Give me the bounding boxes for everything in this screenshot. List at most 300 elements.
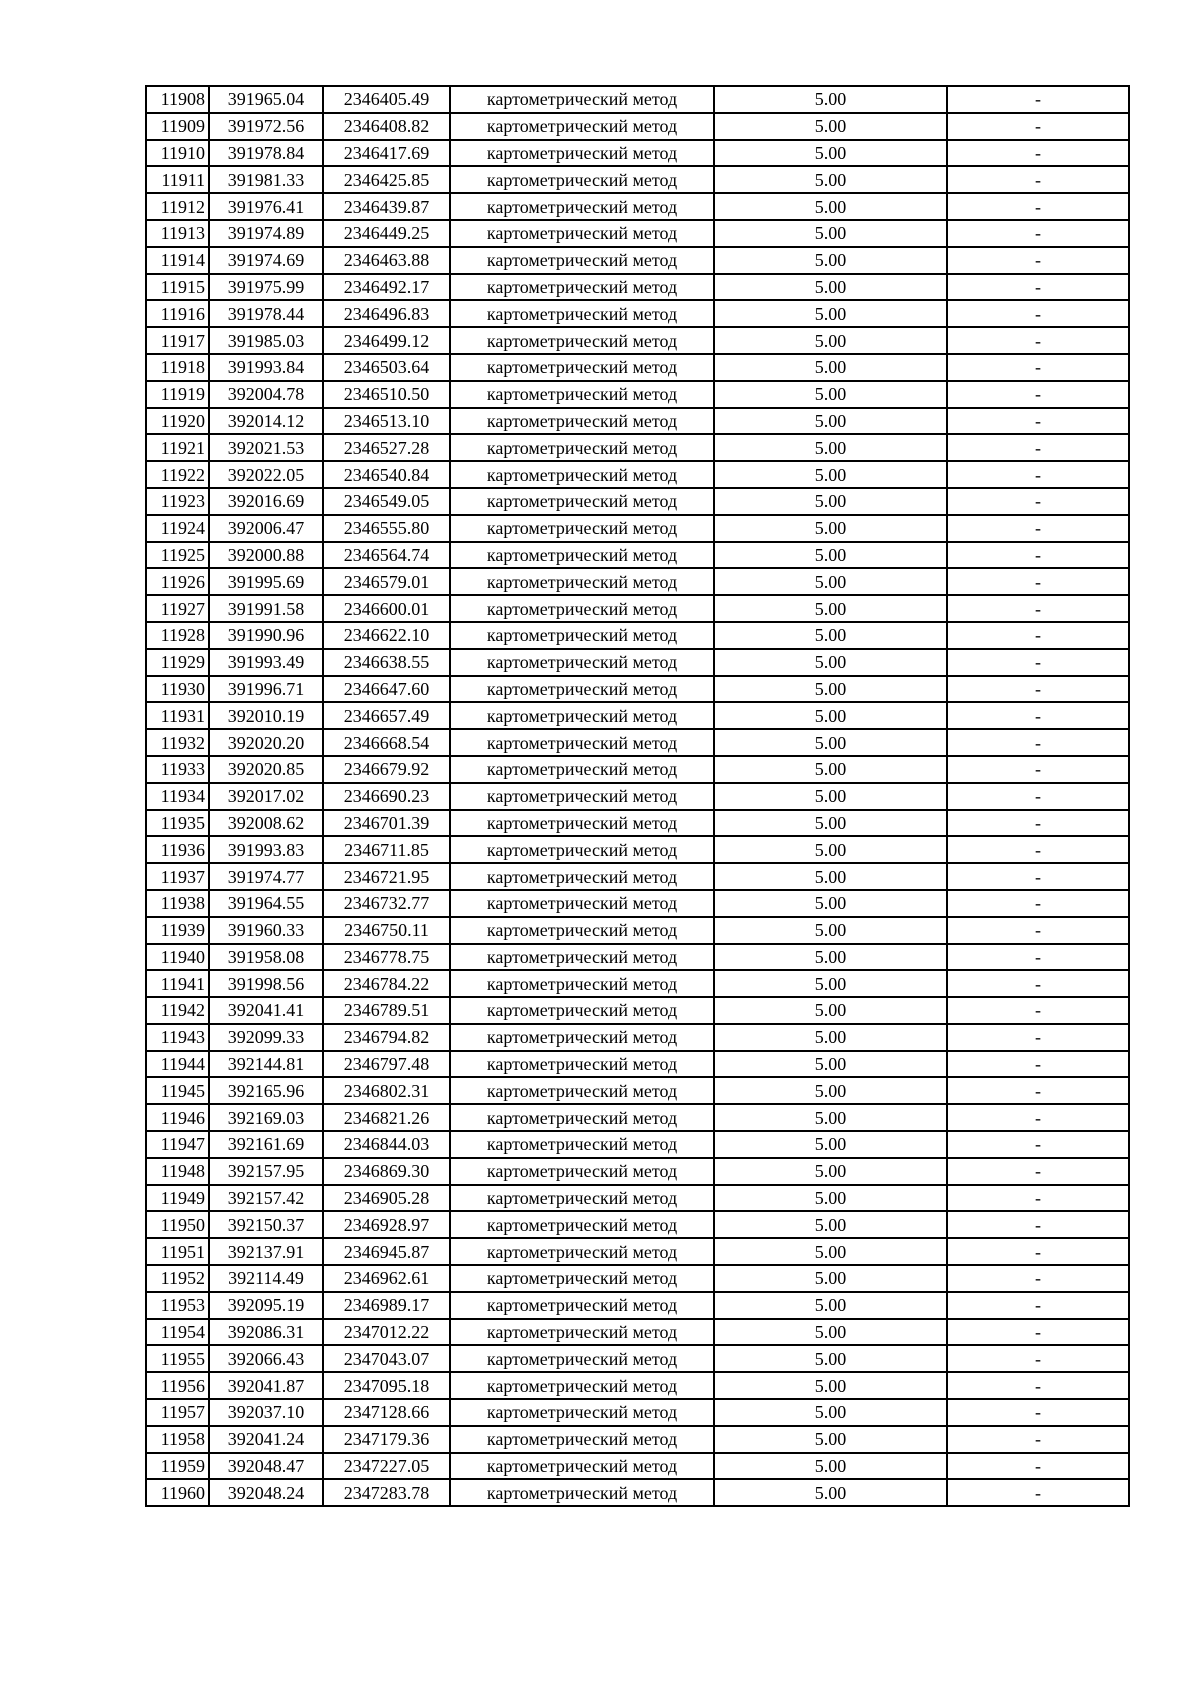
x-coordinate-cell: 392099.33 (209, 1024, 323, 1051)
accuracy-cell: 5.00 (714, 434, 947, 461)
accuracy-cell: 5.00 (714, 193, 947, 220)
x-coordinate-cell: 392048.24 (209, 1479, 323, 1506)
note-cell: - (947, 434, 1129, 461)
x-coordinate-cell: 391981.33 (209, 166, 323, 193)
x-coordinate-cell: 391998.56 (209, 970, 323, 997)
y-coordinate-cell: 2346989.17 (323, 1292, 450, 1319)
point-number-cell: 11949 (146, 1185, 209, 1212)
point-number-cell: 11919 (146, 381, 209, 408)
table-row (146, 300, 1129, 327)
point-number-cell: 11937 (146, 863, 209, 890)
table-row (146, 247, 1129, 274)
method-cell: картометрический метод (450, 1426, 714, 1453)
note-cell: - (947, 890, 1129, 917)
table-row (146, 354, 1129, 381)
method-cell: картометрический метод (450, 810, 714, 837)
note-cell: - (947, 542, 1129, 569)
accuracy-cell: 5.00 (714, 166, 947, 193)
method-cell: картометрический метод (450, 488, 714, 515)
x-coordinate-cell: 392086.31 (209, 1319, 323, 1346)
method-cell: картометрический метод (450, 1453, 714, 1480)
y-coordinate-cell: 2346417.69 (323, 140, 450, 167)
note-cell: - (947, 783, 1129, 810)
x-coordinate-cell: 391974.69 (209, 247, 323, 274)
note-cell: - (947, 1292, 1129, 1319)
y-coordinate-cell: 2346657.49 (323, 702, 450, 729)
y-coordinate-cell: 2346789.51 (323, 997, 450, 1024)
method-cell: картометрический метод (450, 729, 714, 756)
accuracy-cell: 5.00 (714, 863, 947, 890)
note-cell: - (947, 756, 1129, 783)
y-coordinate-cell: 2347283.78 (323, 1479, 450, 1506)
x-coordinate-cell: 391993.83 (209, 836, 323, 863)
table-row (146, 1292, 1129, 1319)
note-cell: - (947, 836, 1129, 863)
method-cell: картометрический метод (450, 997, 714, 1024)
accuracy-cell: 5.00 (714, 461, 947, 488)
x-coordinate-cell: 392022.05 (209, 461, 323, 488)
y-coordinate-cell: 2346439.87 (323, 193, 450, 220)
accuracy-cell: 5.00 (714, 140, 947, 167)
accuracy-cell: 5.00 (714, 810, 947, 837)
method-cell: картометрический метод (450, 1185, 714, 1212)
x-coordinate-cell: 392021.53 (209, 434, 323, 461)
x-coordinate-cell: 392041.87 (209, 1372, 323, 1399)
y-coordinate-cell: 2346905.28 (323, 1185, 450, 1212)
y-coordinate-cell: 2346527.28 (323, 434, 450, 461)
table-row (146, 86, 1129, 113)
table-row (146, 542, 1129, 569)
point-number-cell: 11956 (146, 1372, 209, 1399)
x-coordinate-cell: 392037.10 (209, 1399, 323, 1426)
note-cell: - (947, 1158, 1129, 1185)
accuracy-cell: 5.00 (714, 890, 947, 917)
accuracy-cell: 5.00 (714, 997, 947, 1024)
point-number-cell: 11914 (146, 247, 209, 274)
x-coordinate-cell: 392114.49 (209, 1265, 323, 1292)
y-coordinate-cell: 2346408.82 (323, 113, 450, 140)
accuracy-cell: 5.00 (714, 970, 947, 997)
table-row (146, 1104, 1129, 1131)
method-cell: картометрический метод (450, 1292, 714, 1319)
method-cell: картометрический метод (450, 1131, 714, 1158)
table-row (146, 1211, 1129, 1238)
point-number-cell: 11935 (146, 810, 209, 837)
y-coordinate-cell: 2346690.23 (323, 783, 450, 810)
point-number-cell: 11954 (146, 1319, 209, 1346)
note-cell: - (947, 863, 1129, 890)
x-coordinate-cell: 392066.43 (209, 1345, 323, 1372)
table-row (146, 1372, 1129, 1399)
accuracy-cell: 5.00 (714, 515, 947, 542)
note-cell: - (947, 354, 1129, 381)
accuracy-cell: 5.00 (714, 756, 947, 783)
x-coordinate-cell: 392000.88 (209, 542, 323, 569)
accuracy-cell: 5.00 (714, 1238, 947, 1265)
accuracy-cell: 5.00 (714, 1185, 947, 1212)
y-coordinate-cell: 2346802.31 (323, 1077, 450, 1104)
table-row (146, 1077, 1129, 1104)
table-row (146, 166, 1129, 193)
accuracy-cell: 5.00 (714, 622, 947, 649)
method-cell: картометрический метод (450, 1479, 714, 1506)
note-cell: - (947, 1131, 1129, 1158)
note-cell: - (947, 568, 1129, 595)
note-cell: - (947, 649, 1129, 676)
point-number-cell: 11909 (146, 113, 209, 140)
x-coordinate-cell: 391993.49 (209, 649, 323, 676)
accuracy-cell: 5.00 (714, 1265, 947, 1292)
table-row (146, 649, 1129, 676)
y-coordinate-cell: 2346564.74 (323, 542, 450, 569)
y-coordinate-cell: 2346928.97 (323, 1211, 450, 1238)
accuracy-cell: 5.00 (714, 1211, 947, 1238)
point-number-cell: 11912 (146, 193, 209, 220)
y-coordinate-cell: 2346668.54 (323, 729, 450, 756)
table-row (146, 622, 1129, 649)
point-number-cell: 11911 (146, 166, 209, 193)
table-row (146, 568, 1129, 595)
x-coordinate-cell: 392006.47 (209, 515, 323, 542)
y-coordinate-cell: 2346778.75 (323, 944, 450, 971)
point-number-cell: 11943 (146, 1024, 209, 1051)
x-coordinate-cell: 391960.33 (209, 917, 323, 944)
point-number-cell: 11938 (146, 890, 209, 917)
note-cell: - (947, 944, 1129, 971)
x-coordinate-cell: 391978.44 (209, 300, 323, 327)
method-cell: картометрический метод (450, 434, 714, 461)
y-coordinate-cell: 2346711.85 (323, 836, 450, 863)
accuracy-cell: 5.00 (714, 327, 947, 354)
method-cell: картометрический метод (450, 300, 714, 327)
y-coordinate-cell: 2346555.80 (323, 515, 450, 542)
method-cell: картометрический метод (450, 327, 714, 354)
x-coordinate-cell: 392008.62 (209, 810, 323, 837)
y-coordinate-cell: 2346549.05 (323, 488, 450, 515)
accuracy-cell: 5.00 (714, 1345, 947, 1372)
accuracy-cell: 5.00 (714, 729, 947, 756)
accuracy-cell: 5.00 (714, 944, 947, 971)
table-row (146, 1453, 1129, 1480)
y-coordinate-cell: 2346513.10 (323, 408, 450, 435)
x-coordinate-cell: 391990.96 (209, 622, 323, 649)
method-cell: картометрический метод (450, 917, 714, 944)
note-cell: - (947, 1372, 1129, 1399)
point-number-cell: 11952 (146, 1265, 209, 1292)
point-number-cell: 11948 (146, 1158, 209, 1185)
accuracy-cell: 5.00 (714, 381, 947, 408)
method-cell: картометрический метод (450, 166, 714, 193)
accuracy-cell: 5.00 (714, 649, 947, 676)
point-number-cell: 11913 (146, 220, 209, 247)
table-row (146, 274, 1129, 301)
note-cell: - (947, 970, 1129, 997)
method-cell: картометрический метод (450, 1372, 714, 1399)
method-cell: картометрический метод (450, 863, 714, 890)
point-number-cell: 11922 (146, 461, 209, 488)
x-coordinate-cell: 391985.03 (209, 327, 323, 354)
table-row (146, 997, 1129, 1024)
table-row (146, 461, 1129, 488)
y-coordinate-cell: 2346869.30 (323, 1158, 450, 1185)
method-cell: картометрический метод (450, 461, 714, 488)
y-coordinate-cell: 2346510.50 (323, 381, 450, 408)
method-cell: картометрический метод (450, 568, 714, 595)
y-coordinate-cell: 2347012.22 (323, 1319, 450, 1346)
method-cell: картометрический метод (450, 1104, 714, 1131)
point-number-cell: 11928 (146, 622, 209, 649)
x-coordinate-cell: 392010.19 (209, 702, 323, 729)
y-coordinate-cell: 2346425.85 (323, 166, 450, 193)
x-coordinate-cell: 392020.20 (209, 729, 323, 756)
point-number-cell: 11939 (146, 917, 209, 944)
point-number-cell: 11917 (146, 327, 209, 354)
table-row (146, 1399, 1129, 1426)
note-cell: - (947, 327, 1129, 354)
note-cell: - (947, 1211, 1129, 1238)
y-coordinate-cell: 2346701.39 (323, 810, 450, 837)
x-coordinate-cell: 392014.12 (209, 408, 323, 435)
table-row (146, 676, 1129, 703)
point-number-cell: 11927 (146, 595, 209, 622)
note-cell: - (947, 247, 1129, 274)
point-number-cell: 11916 (146, 300, 209, 327)
point-number-cell: 11947 (146, 1131, 209, 1158)
accuracy-cell: 5.00 (714, 1426, 947, 1453)
y-coordinate-cell: 2346449.25 (323, 220, 450, 247)
point-number-cell: 11941 (146, 970, 209, 997)
point-number-cell: 11936 (146, 836, 209, 863)
accuracy-cell: 5.00 (714, 568, 947, 595)
note-cell: - (947, 140, 1129, 167)
method-cell: картометрический метод (450, 676, 714, 703)
accuracy-cell: 5.00 (714, 702, 947, 729)
point-number-cell: 11915 (146, 274, 209, 301)
table-row (146, 944, 1129, 971)
point-number-cell: 11959 (146, 1453, 209, 1480)
point-number-cell: 11931 (146, 702, 209, 729)
x-coordinate-cell: 392004.78 (209, 381, 323, 408)
accuracy-cell: 5.00 (714, 1131, 947, 1158)
accuracy-cell: 5.00 (714, 1158, 947, 1185)
y-coordinate-cell: 2346463.88 (323, 247, 450, 274)
point-number-cell: 11925 (146, 542, 209, 569)
accuracy-cell: 5.00 (714, 1077, 947, 1104)
note-cell: - (947, 729, 1129, 756)
method-cell: картометрический метод (450, 354, 714, 381)
note-cell: - (947, 702, 1129, 729)
note-cell: - (947, 461, 1129, 488)
x-coordinate-cell: 391964.55 (209, 890, 323, 917)
accuracy-cell: 5.00 (714, 1024, 947, 1051)
table-row (146, 1185, 1129, 1212)
method-cell: картометрический метод (450, 247, 714, 274)
note-cell: - (947, 917, 1129, 944)
y-coordinate-cell: 2346721.95 (323, 863, 450, 890)
point-number-cell: 11932 (146, 729, 209, 756)
y-coordinate-cell: 2346732.77 (323, 890, 450, 917)
point-number-cell: 11944 (146, 1051, 209, 1078)
point-number-cell: 11945 (146, 1077, 209, 1104)
point-number-cell: 11929 (146, 649, 209, 676)
method-cell: картометрический метод (450, 113, 714, 140)
accuracy-cell: 5.00 (714, 247, 947, 274)
note-cell: - (947, 408, 1129, 435)
table-row (146, 1426, 1129, 1453)
x-coordinate-cell: 391965.04 (209, 86, 323, 113)
accuracy-cell: 5.00 (714, 488, 947, 515)
y-coordinate-cell: 2346794.82 (323, 1024, 450, 1051)
table-row (146, 220, 1129, 247)
point-number-cell: 11957 (146, 1399, 209, 1426)
table-row (146, 1238, 1129, 1265)
accuracy-cell: 5.00 (714, 300, 947, 327)
method-cell: картометрический метод (450, 1211, 714, 1238)
x-coordinate-cell: 392157.95 (209, 1158, 323, 1185)
accuracy-cell: 5.00 (714, 1319, 947, 1346)
y-coordinate-cell: 2346503.64 (323, 354, 450, 381)
method-cell: картометрический метод (450, 1158, 714, 1185)
x-coordinate-cell: 392016.69 (209, 488, 323, 515)
method-cell: картометрический метод (450, 1345, 714, 1372)
method-cell: картометрический метод (450, 1051, 714, 1078)
method-cell: картометрический метод (450, 140, 714, 167)
table-row (146, 890, 1129, 917)
x-coordinate-cell: 392137.91 (209, 1238, 323, 1265)
note-cell: - (947, 166, 1129, 193)
table-row (146, 1158, 1129, 1185)
accuracy-cell: 5.00 (714, 113, 947, 140)
x-coordinate-cell: 391995.69 (209, 568, 323, 595)
x-coordinate-cell: 392169.03 (209, 1104, 323, 1131)
method-cell: картометрический метод (450, 220, 714, 247)
y-coordinate-cell: 2347179.36 (323, 1426, 450, 1453)
method-cell: картометрический метод (450, 595, 714, 622)
note-cell: - (947, 220, 1129, 247)
point-number-cell: 11960 (146, 1479, 209, 1506)
table-row (146, 970, 1129, 997)
table-row (146, 515, 1129, 542)
x-coordinate-cell: 392157.42 (209, 1185, 323, 1212)
x-coordinate-cell: 392150.37 (209, 1211, 323, 1238)
point-number-cell: 11908 (146, 86, 209, 113)
method-cell: картометрический метод (450, 1399, 714, 1426)
method-cell: картометрический метод (450, 702, 714, 729)
y-coordinate-cell: 2347128.66 (323, 1399, 450, 1426)
note-cell: - (947, 1453, 1129, 1480)
accuracy-cell: 5.00 (714, 1372, 947, 1399)
table-row (146, 836, 1129, 863)
note-cell: - (947, 274, 1129, 301)
point-number-cell: 11950 (146, 1211, 209, 1238)
note-cell: - (947, 1051, 1129, 1078)
coordinates-table (145, 85, 1130, 1507)
point-number-cell: 11940 (146, 944, 209, 971)
y-coordinate-cell: 2346579.01 (323, 568, 450, 595)
table-row (146, 756, 1129, 783)
table-row (146, 113, 1129, 140)
x-coordinate-cell: 392041.41 (209, 997, 323, 1024)
note-cell: - (947, 488, 1129, 515)
method-cell: картометрический метод (450, 274, 714, 301)
x-coordinate-cell: 391991.58 (209, 595, 323, 622)
table-row (146, 1265, 1129, 1292)
method-cell: картометрический метод (450, 1265, 714, 1292)
note-cell: - (947, 595, 1129, 622)
table-row (146, 917, 1129, 944)
method-cell: картометрический метод (450, 1238, 714, 1265)
note-cell: - (947, 810, 1129, 837)
point-number-cell: 11926 (146, 568, 209, 595)
note-cell: - (947, 1024, 1129, 1051)
x-coordinate-cell: 392165.96 (209, 1077, 323, 1104)
y-coordinate-cell: 2346496.83 (323, 300, 450, 327)
table-row (146, 1345, 1129, 1372)
accuracy-cell: 5.00 (714, 408, 947, 435)
note-cell: - (947, 1345, 1129, 1372)
x-coordinate-cell: 392161.69 (209, 1131, 323, 1158)
accuracy-cell: 5.00 (714, 1051, 947, 1078)
point-number-cell: 11951 (146, 1238, 209, 1265)
method-cell: картометрический метод (450, 890, 714, 917)
method-cell: картометрический метод (450, 649, 714, 676)
table-row (146, 702, 1129, 729)
note-cell: - (947, 86, 1129, 113)
y-coordinate-cell: 2346679.92 (323, 756, 450, 783)
accuracy-cell: 5.00 (714, 595, 947, 622)
table-row (146, 140, 1129, 167)
accuracy-cell: 5.00 (714, 1104, 947, 1131)
table-row (146, 1479, 1129, 1506)
y-coordinate-cell: 2346499.12 (323, 327, 450, 354)
note-cell: - (947, 381, 1129, 408)
table-row (146, 488, 1129, 515)
method-cell: картометрический метод (450, 1077, 714, 1104)
method-cell: картометрический метод (450, 515, 714, 542)
table-row (146, 434, 1129, 461)
x-coordinate-cell: 391974.77 (209, 863, 323, 890)
note-cell: - (947, 997, 1129, 1024)
table-row (146, 193, 1129, 220)
y-coordinate-cell: 2346784.22 (323, 970, 450, 997)
y-coordinate-cell: 2346540.84 (323, 461, 450, 488)
x-coordinate-cell: 392144.81 (209, 1051, 323, 1078)
x-coordinate-cell: 391996.71 (209, 676, 323, 703)
point-number-cell: 11923 (146, 488, 209, 515)
y-coordinate-cell: 2346600.01 (323, 595, 450, 622)
note-cell: - (947, 1265, 1129, 1292)
x-coordinate-cell: 392095.19 (209, 1292, 323, 1319)
point-number-cell: 11921 (146, 434, 209, 461)
x-coordinate-cell: 392041.24 (209, 1426, 323, 1453)
y-coordinate-cell: 2346797.48 (323, 1051, 450, 1078)
note-cell: - (947, 1104, 1129, 1131)
y-coordinate-cell: 2346492.17 (323, 274, 450, 301)
accuracy-cell: 5.00 (714, 836, 947, 863)
point-number-cell: 11920 (146, 408, 209, 435)
note-cell: - (947, 1399, 1129, 1426)
y-coordinate-cell: 2346962.61 (323, 1265, 450, 1292)
table-row (146, 408, 1129, 435)
note-cell: - (947, 1238, 1129, 1265)
accuracy-cell: 5.00 (714, 676, 947, 703)
y-coordinate-cell: 2346750.11 (323, 917, 450, 944)
note-cell: - (947, 622, 1129, 649)
note-cell: - (947, 1077, 1129, 1104)
point-number-cell: 11946 (146, 1104, 209, 1131)
note-cell: - (947, 113, 1129, 140)
note-cell: - (947, 515, 1129, 542)
